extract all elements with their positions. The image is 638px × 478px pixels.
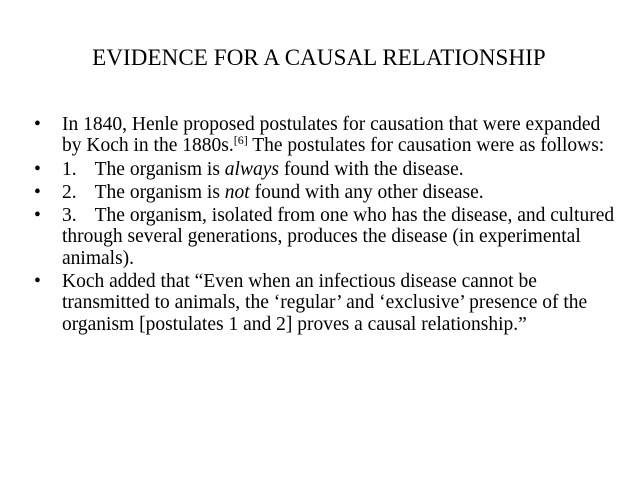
bullet-text-continued: The postulates for causation were as follows: <box>247 135 605 157</box>
postulate-number: 3. <box>62 205 77 227</box>
postulate-number: 2. <box>62 181 77 203</box>
emphasis-text: always <box>224 158 279 180</box>
citation-reference: [6] <box>233 133 248 148</box>
bullet-text: The organism is <box>94 181 225 203</box>
slide-title: EVIDENCE FOR A CAUSAL RELATIONSHIP <box>92 45 546 70</box>
bullet-text: Koch added that “Even when an infectious disease cannot be transmitted to animals, the ‘regular’ and ‘exclusive’ presence of the organism [postulates 1 and 2] proves a causal relationship.” <box>62 271 588 335</box>
bullet-dot-icon: • <box>34 271 41 293</box>
bullet-text-continued: found with the disease. <box>278 158 464 180</box>
bullet-dot-icon: • <box>34 158 41 180</box>
bullet-item <box>34 205 624 269</box>
bullet-text: The organism, isolated from one who has the disease, and cultured through several generations, produces the disease (in experimental animals). <box>62 205 615 269</box>
bullet-item <box>34 159 624 180</box>
bullet-item <box>34 271 624 335</box>
emphasis-text: not <box>224 181 250 203</box>
bullet-list <box>34 114 624 337</box>
bullet-text-continued: found with any other disease. <box>249 181 484 203</box>
bullet-text: In 1840, Henle proposed postulates for causation that were expanded by Koch in the 1880s. <box>62 114 601 157</box>
bullet-dot-icon: • <box>34 205 41 227</box>
postulate-number: 1. <box>62 158 77 180</box>
bullet-dot-icon: • <box>34 114 41 135</box>
bullet-item <box>34 114 624 157</box>
bullet-item <box>34 182 624 203</box>
bullet-dot-icon: • <box>34 181 41 203</box>
bullet-text: The organism is <box>94 158 225 180</box>
